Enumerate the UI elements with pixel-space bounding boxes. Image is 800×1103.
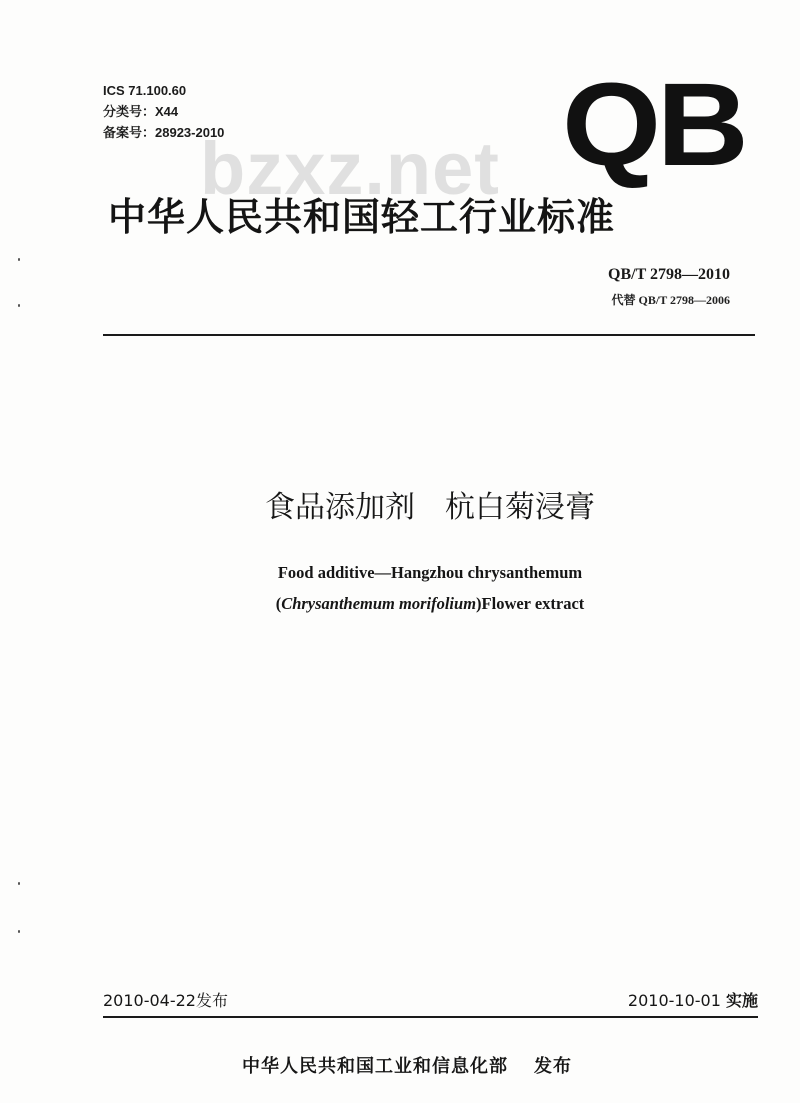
scan-speck <box>18 882 20 885</box>
issue-date-label: 发布 <box>195 991 228 1010</box>
scan-speck <box>18 930 20 933</box>
paren-open: ( <box>275 594 282 613</box>
publisher-label: 发布 <box>534 1056 572 1077</box>
publisher <box>242 1052 572 1078</box>
top-divider <box>103 334 755 336</box>
document-title-en-line2 <box>0 594 800 614</box>
standard-code: QB/T 2798—2010 <box>608 266 730 283</box>
scan-speck <box>18 304 20 307</box>
implementation-date-label: 实施 <box>725 991 758 1010</box>
document-title-en-line1: Food additive—Hangzhou chrysanthemum <box>277 563 583 582</box>
qb-logo: QB <box>562 59 745 191</box>
watermark: bzxz.net <box>200 127 500 210</box>
replaces-standard: 代替 QB/T 2798—2006 <box>611 293 730 307</box>
bottom-divider <box>103 1016 758 1018</box>
implementation-date-value: 2010-10-01 <box>627 991 721 1010</box>
publisher-name: 中华人民共和国工业和信息化部 <box>242 1056 508 1077</box>
filing-number: 备案号：28923-2010 <box>103 125 225 140</box>
standard-title: 中华人民共和国轻工行业标准 <box>108 195 616 239</box>
classification-number: 分类号：X44 <box>103 104 179 119</box>
implementation-date <box>628 988 758 1011</box>
document-title-cn: 食品添加剂 杭白菊浸膏 <box>265 490 595 525</box>
issue-date <box>103 988 228 1011</box>
ics-code: ICS 71.100.60 <box>103 83 187 98</box>
title-en-rest: )Flower extract <box>476 594 585 613</box>
scan-speck <box>18 258 20 261</box>
latin-name: Chrysanthemum morifolium <box>281 594 477 613</box>
issue-date-value: 2010-04-22 <box>103 991 196 1010</box>
